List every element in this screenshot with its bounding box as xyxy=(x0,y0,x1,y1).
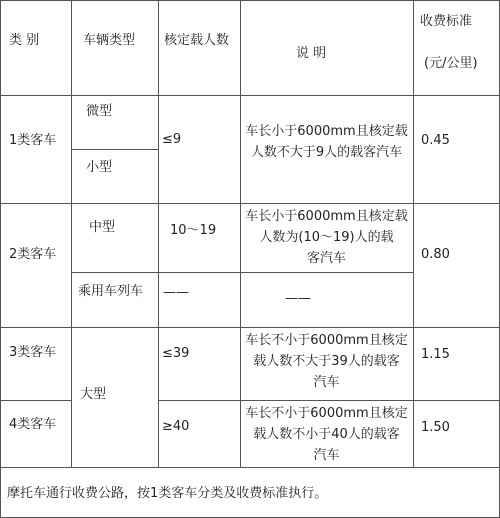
header-category: 类 别 xyxy=(9,33,40,48)
grid-line xyxy=(71,0,72,467)
row3-desc-3: 汽车 xyxy=(313,375,340,390)
row1-category: 1类客车 xyxy=(9,133,57,148)
row4-category: 4类客车 xyxy=(9,417,57,432)
row3-category: 3类客车 xyxy=(9,345,57,360)
row4-desc-2: 载人数不小于40人的载客 xyxy=(253,427,400,442)
grid-line xyxy=(413,0,414,467)
grid-line xyxy=(158,0,159,467)
row1-type-a: 微型 xyxy=(86,104,113,119)
row2-fee: 0.80 xyxy=(421,247,450,262)
grid-line xyxy=(0,0,500,1)
row3-desc-2: 载人数不大于39人的载客 xyxy=(253,354,400,369)
row2-desc-2: 人数为(10～19)人的载 xyxy=(259,230,394,245)
header-vehicle-type: 车辆类型 xyxy=(83,33,136,48)
shared-type-large: 大型 xyxy=(80,387,107,402)
header-fee-line2: (元/公里) xyxy=(424,56,478,71)
row3-fee: 1.15 xyxy=(421,347,450,362)
row1-desc-1: 车长小于6000mm且核定载 xyxy=(245,124,408,139)
row4-desc-1: 车长不小于6000mm且核定 xyxy=(245,406,408,421)
row4-desc-3: 汽车 xyxy=(313,448,340,463)
row2-desc-1: 车长小于6000mm且核定载 xyxy=(245,209,408,224)
row3-desc-1: 车长不小于6000mm且核定 xyxy=(245,333,408,348)
grid-line xyxy=(158,400,500,401)
row3-seats: ≤39 xyxy=(162,346,190,361)
grid-line xyxy=(0,0,1,518)
header-description: 说 明 xyxy=(296,46,327,61)
row2-type-b: 乘用车列车 xyxy=(78,284,144,299)
grid-line xyxy=(71,272,413,273)
row2-category: 2类客车 xyxy=(9,247,57,262)
grid-line xyxy=(0,203,500,204)
row1-desc-2: 人数不大于9人的载客汽车 xyxy=(250,145,403,160)
row2-type-a: 中型 xyxy=(89,220,116,235)
row1-seats: ≤9 xyxy=(162,132,182,147)
footer-note: 摩托车通行收费公路，按1类客车分类及收费标准执行。 xyxy=(7,486,328,501)
row2-seats: 10～19 xyxy=(170,223,217,238)
grid-line xyxy=(0,400,71,401)
grid-line xyxy=(0,327,500,328)
row2-seats-b: —— xyxy=(163,285,189,300)
row2-desc-b: —— xyxy=(285,291,311,306)
row4-seats: ≥40 xyxy=(162,419,190,434)
header-seats: 核定载人数 xyxy=(164,33,230,48)
header-fee-line1: 收费标准 xyxy=(420,14,473,29)
row1-fee: 0.45 xyxy=(421,133,450,148)
row2-desc-3: 客汽车 xyxy=(306,251,346,266)
grid-line xyxy=(0,467,500,468)
row1-type-b: 小型 xyxy=(86,160,113,175)
row4-fee: 1.50 xyxy=(421,420,450,435)
grid-line xyxy=(71,149,158,150)
grid-line xyxy=(0,95,500,96)
